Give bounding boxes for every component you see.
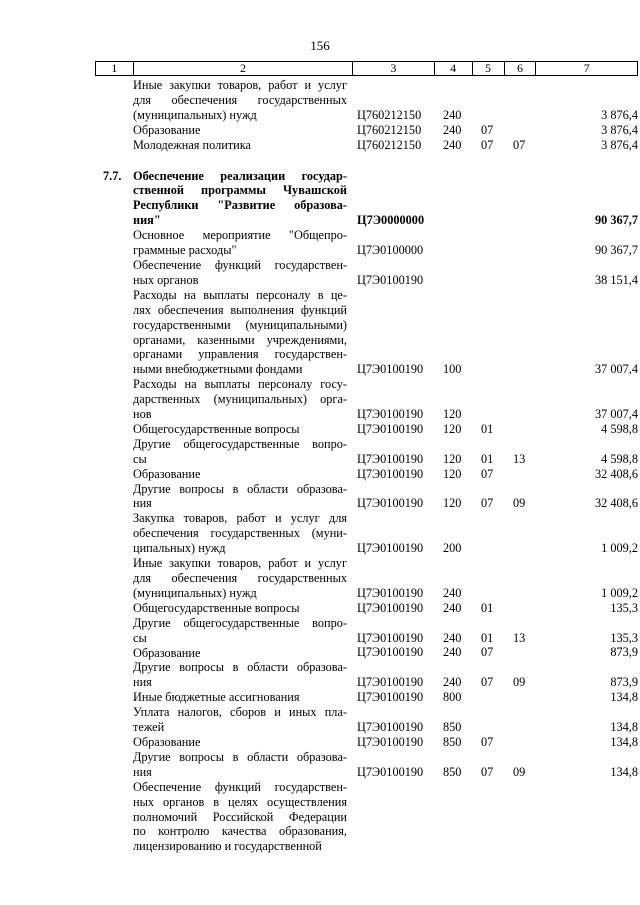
- row-subsection: 09: [513, 496, 526, 511]
- row-amount: 4 598,8: [601, 451, 638, 466]
- table-row: [95, 138, 638, 153]
- row-values: [95, 273, 638, 288]
- row-code: Ц7Э0100190: [357, 675, 424, 690]
- row-type: 240: [443, 585, 462, 600]
- table-row: [95, 511, 638, 556]
- row-amount: 134,8: [610, 734, 638, 749]
- row-type: 200: [443, 541, 462, 556]
- row-section: 01: [481, 421, 494, 436]
- row-type: 850: [443, 719, 462, 734]
- row-name: Другие вопросы в области образова- ния: [133, 749, 347, 779]
- row-name: Образование: [133, 734, 201, 749]
- row-code: Ц7Э0100190: [357, 362, 424, 377]
- row-section: 07: [481, 734, 494, 749]
- row-name: Расходы на выплаты персоналу в це- лях обеспечения выполнения функций государственными (муниципальными) органами, казенными учреждениями, органами управления государствен- ными внебюджетными фондами: [133, 287, 347, 377]
- row-values: [95, 123, 638, 138]
- row-code: Ц7Э0100190: [357, 690, 424, 705]
- row-code: Ц7Э0000000: [357, 213, 425, 228]
- row-type: 850: [443, 764, 462, 779]
- row-code: Ц760212150: [357, 107, 422, 122]
- row-amount: 90 367,7: [594, 242, 638, 257]
- row-code: Ц7Э0100190: [357, 406, 424, 421]
- row-type: 240: [443, 122, 462, 137]
- row-amount: 37 007,4: [594, 362, 638, 377]
- row-type: 100: [443, 362, 462, 377]
- row-type: 800: [443, 690, 462, 705]
- row-values: [95, 362, 638, 377]
- row-values: [95, 108, 638, 123]
- row-values: [95, 675, 638, 690]
- row-type: 240: [443, 600, 462, 615]
- table-row: [95, 169, 638, 229]
- row-values: [95, 138, 638, 153]
- table-row: [95, 228, 638, 258]
- row-amount: 4 598,8: [601, 421, 638, 436]
- row-name: Иные закупки товаров, работ и услуг для обеспечения государственных (муниципальных) нужд: [133, 556, 347, 600]
- row-values: [95, 631, 638, 646]
- table-row: [95, 123, 638, 138]
- row-amount: 38 151,4: [594, 272, 638, 287]
- row-amount: 1 009,2: [601, 541, 638, 556]
- row-amount: 32 408,6: [594, 466, 638, 481]
- row-amount: 134,8: [610, 690, 638, 705]
- row-values: [95, 452, 638, 467]
- row-code: Ц760212150: [357, 122, 422, 137]
- row-name: Закупка товаров, работ и услуг для обеспечения государственных (муни- ципальных) нужд: [133, 511, 347, 556]
- row-values: [95, 586, 638, 601]
- table-row: [95, 288, 638, 377]
- row-name: Другие общегосударственные вопро- сы: [133, 436, 347, 466]
- row-name: Общегосударственные вопросы: [133, 600, 300, 615]
- row-name: Общегосударственные вопросы: [133, 421, 300, 436]
- row-amount: 3 876,4: [601, 137, 638, 152]
- row-amount: 3 876,4: [601, 107, 638, 122]
- row-amount: 135,3: [610, 630, 638, 645]
- row-values: [95, 735, 638, 750]
- page-number: 156: [310, 38, 330, 53]
- table-row: [95, 556, 638, 601]
- table-row: [95, 467, 638, 482]
- row-amount: 873,9: [610, 645, 638, 660]
- row-code: Ц7Э0100190: [357, 645, 424, 660]
- table-row: [95, 705, 638, 735]
- row-name: Иные бюджетные ассигнования: [133, 690, 300, 705]
- row-section: 01: [481, 630, 494, 645]
- row-code: Ц7Э0100190: [357, 764, 424, 779]
- row-amount: 32 408,6: [594, 496, 638, 511]
- row-type: 240: [443, 630, 462, 645]
- row-section: 07: [481, 496, 494, 511]
- row-values: [95, 601, 638, 616]
- row-section: 07: [481, 764, 494, 779]
- row-amount: 37 007,4: [594, 406, 638, 421]
- row-values: [95, 541, 638, 556]
- row-amount: 1 009,2: [601, 585, 638, 600]
- row-type: 240: [443, 137, 462, 152]
- row-section: 07: [481, 675, 494, 690]
- row-section: 01: [481, 600, 494, 615]
- row-code: Ц7Э0100190: [357, 541, 424, 556]
- row-code: Ц760212150: [357, 137, 422, 152]
- row-name: Расходы на выплаты персоналу госу- дарственных (муниципальных) орга- нов: [133, 377, 347, 422]
- table-row: [95, 750, 638, 780]
- header-col-3: 3: [353, 62, 435, 75]
- table-row: [95, 780, 638, 855]
- row-type: 120: [443, 421, 462, 436]
- row-name: Образование: [133, 122, 201, 137]
- row-subsection: 13: [513, 630, 526, 645]
- table-row: [95, 735, 638, 750]
- header-col-7: 7: [583, 61, 590, 75]
- row-amount: 134,8: [610, 719, 638, 734]
- row-values: [95, 839, 638, 854]
- row-code: Ц7Э0100190: [357, 719, 424, 734]
- row-section: 07: [481, 137, 494, 152]
- row-values: [95, 213, 638, 228]
- row-type: 850: [443, 734, 462, 749]
- table-row: [95, 601, 638, 616]
- row-values: [95, 467, 638, 482]
- row-values: [95, 422, 638, 437]
- header-col-5: 5: [473, 62, 505, 75]
- row-name: Другие общегосударственные вопро- сы: [133, 615, 347, 645]
- row-code: Ц7Э0100190: [357, 734, 424, 749]
- row-name: Молодежная политика: [133, 137, 252, 152]
- row-name: Обеспечение функций государствен- ных органов: [133, 257, 347, 287]
- row-name: Обеспечение функций государствен- ных органов в целях осуществления полномочий Российской Федерации по контролю качества образования, лицензированию и государственной: [133, 779, 347, 854]
- row-type: 120: [443, 406, 462, 421]
- row-type: 240: [443, 675, 462, 690]
- row-values: [95, 720, 638, 735]
- row-code: Ц7Э0100000: [357, 242, 424, 257]
- row-code: Ц7Э0100190: [357, 466, 424, 481]
- row-name: Основное мероприятие "Общепро- граммные расходы": [133, 228, 347, 258]
- table-row: [95, 646, 638, 661]
- row-section: 01: [481, 451, 494, 466]
- table-header: [95, 61, 638, 76]
- row-subsection: 07: [513, 137, 526, 152]
- row-code: Ц7Э0100190: [357, 585, 424, 600]
- table-row: [95, 690, 638, 705]
- row-values: [95, 496, 638, 511]
- table-row: [95, 482, 638, 512]
- table-row: [95, 437, 638, 467]
- row-section: 07: [481, 645, 494, 660]
- row-name: Обеспечение реализации государ- ственной программы Чувашской Республики "Развитие образова- ния": [133, 168, 347, 228]
- header-col-2: 2: [134, 62, 353, 75]
- header-col-6: 6: [505, 62, 537, 75]
- row-type: 120: [443, 496, 462, 511]
- table-row: [95, 258, 638, 288]
- row-name: Образование: [133, 645, 201, 660]
- row-subsection: 13: [513, 451, 526, 466]
- row-values: [95, 765, 638, 780]
- table-row: [95, 616, 638, 646]
- row-subsection: 09: [513, 764, 526, 779]
- row-values: [95, 645, 638, 660]
- row-gap: [95, 153, 638, 169]
- table-row: [95, 660, 638, 690]
- row-name: Другие вопросы в области образова- ния: [133, 660, 347, 690]
- table-row: [95, 422, 638, 437]
- row-name: Другие вопросы в области образова- ния: [133, 481, 347, 511]
- row-code: Ц7Э0100190: [357, 630, 424, 645]
- row-amount: 90 367,7: [594, 213, 638, 228]
- row-code: Ц7Э0100190: [357, 272, 424, 287]
- header-col-1: 1: [96, 62, 134, 75]
- row-code: Ц7Э0100190: [357, 451, 424, 466]
- table-row: [95, 78, 638, 123]
- row-type: 120: [443, 466, 462, 481]
- row-section: 07: [481, 466, 494, 481]
- row-code: Ц7Э0100190: [357, 421, 424, 436]
- table-body: [95, 78, 638, 854]
- row-subsection: 09: [513, 675, 526, 690]
- row-values: [95, 407, 638, 422]
- row-name: Образование: [133, 466, 201, 481]
- row-name: Иные закупки товаров, работ и услуг для обеспечения государственных (муниципальных) нужд: [133, 78, 347, 122]
- header-col-4: 4: [435, 62, 473, 75]
- row-type: 240: [443, 107, 462, 122]
- row-code: Ц7Э0100190: [357, 496, 424, 511]
- row-name: Уплата налогов, сборов и иных пла- тежей: [133, 705, 347, 735]
- row-code: Ц7Э0100190: [357, 600, 424, 615]
- row-type: 240: [443, 645, 462, 660]
- row-amount: 135,3: [610, 600, 638, 615]
- row-values: [95, 243, 638, 258]
- row-type: 120: [443, 451, 462, 466]
- row-amount: 873,9: [610, 675, 638, 690]
- row-amount: 3 876,4: [601, 122, 638, 137]
- row-number: 7.7.: [103, 168, 122, 183]
- row-section: 07: [481, 122, 494, 137]
- row-amount: 134,8: [610, 764, 638, 779]
- table-row: [95, 377, 638, 422]
- row-values: [95, 690, 638, 705]
